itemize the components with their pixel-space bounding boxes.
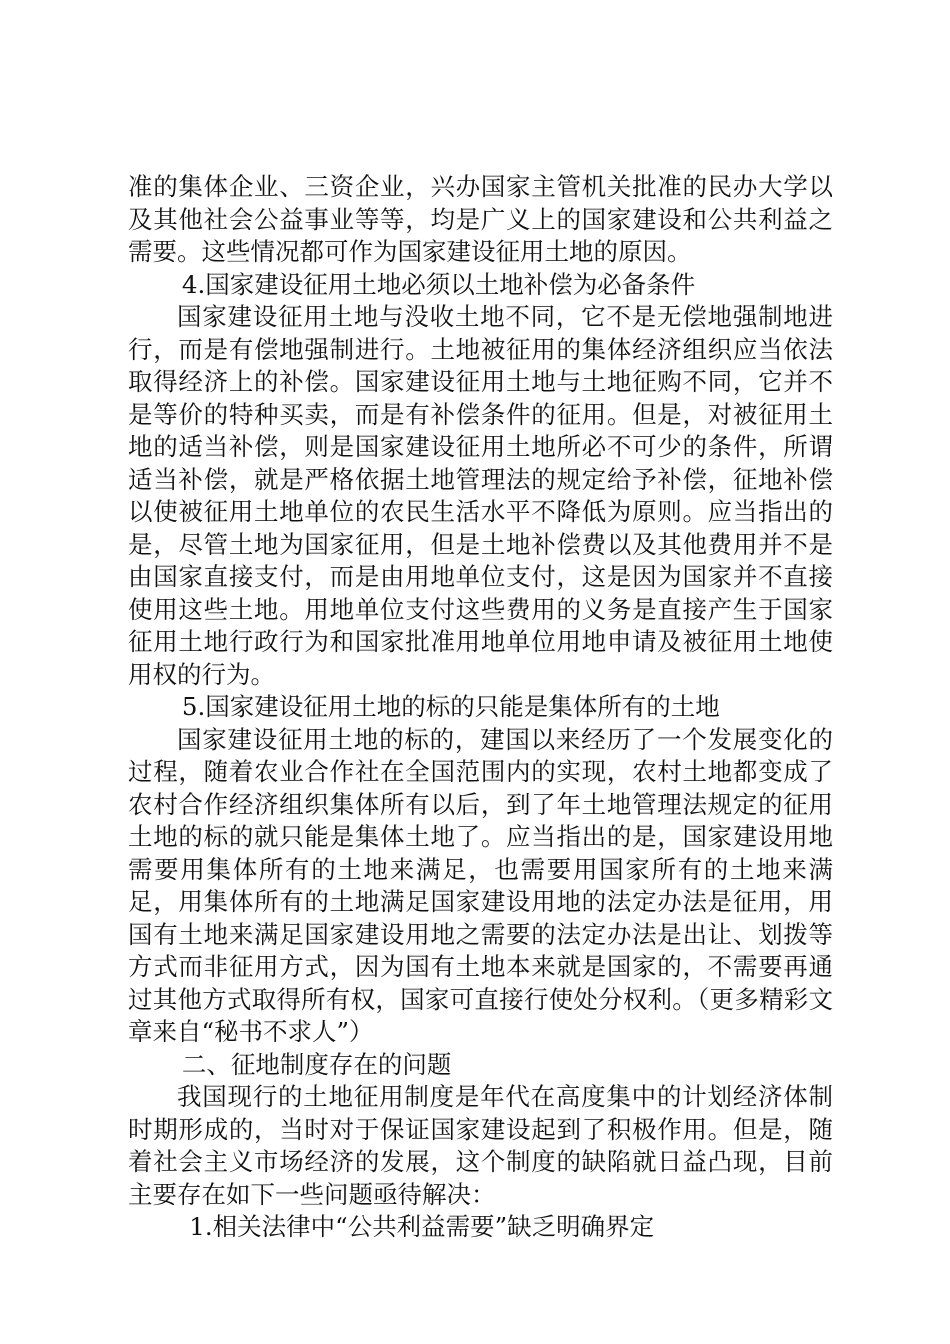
body-paragraph: 国家建设征用土地的标的，建国以来经历了一个发展变化的过程，随着农业合作社在全国范围内的实现，农村土地都变成了农村合作经济组织集体所有以后，到了年土地管理法规定的征用土地的标的就只能是集体土地了。应当指出的是，国家建设用地需要用集体所有的土地来满足，也需要用国家所有的土地来满足，用集体所有的土地满足国家建设用地的法定办法是征用，用国有土地来满足国家建设用地之需要的法定办法是出让、划拨等方式而非征用方式，因为国有土地本来就是国家的，不需要再通过其他方式取得所有权，国家可直接行使处分权利。（更多精彩文章来自“秘书不求人”） bbox=[128, 724, 833, 1046]
body-paragraph: 准的集体企业、三资企业，兴办国家主管机关批准的民办大学以及其他社会公益事业等等，均是广义上的国家建设和公共利益之需要。这些情况都可作为国家建设征用土地的原因。 bbox=[128, 172, 833, 266]
body-paragraph: 我国现行的土地征用制度是年代在高度集中的计划经济体制时期形成的，当时对于保证国家建设起到了积极作用。但是，随着社会主义市场经济的发展，这个制度的缺陷就日益凸现，目前主要存在如下一些问题亟待解决： bbox=[128, 1082, 833, 1209]
body-paragraph: 国家建设征用土地与没收土地不同，它不是无偿地强制地进行，而是有偿地强制进行。土地被征用的集体经济组织应当依法取得经济上的补偿。国家建设征用土地与土地征购不同，它并不是等价的特种买卖，而是有补偿条件的征用。但是，对被征用土地的适当补偿，则是国家建设征用土地所必不可少的条件，所谓适当补偿，就是严格依据土地管理法的规定给予补偿，征地补偿以使被征用土地单位的农民生活水平不降低为原则。应当指出的是，尽管土地为国家征用，但是土地补偿费以及其他费用并不是由国家直接支付，而是由用地单位支付，这是因为国家并不直接使用这些土地。用地单位支付这些费用的义务是直接产生于国家征用土地行政行为和国家批准用地单位用地申请及被征用土地使用权的行为。 bbox=[128, 302, 833, 689]
section-heading: 1.相关法律中“公共利益需要”缺乏明确界定 bbox=[189, 1212, 655, 1241]
section-heading: 4.国家建设征用土地必须以土地补偿为必备条件 bbox=[181, 269, 696, 299]
section-heading: 5.国家建设征用土地的标的只能是集体所有的土地 bbox=[181, 692, 720, 721]
document-page bbox=[128, 171, 833, 1244]
chapter-heading: 二、征地制度存在的问题 bbox=[181, 1049, 452, 1079]
